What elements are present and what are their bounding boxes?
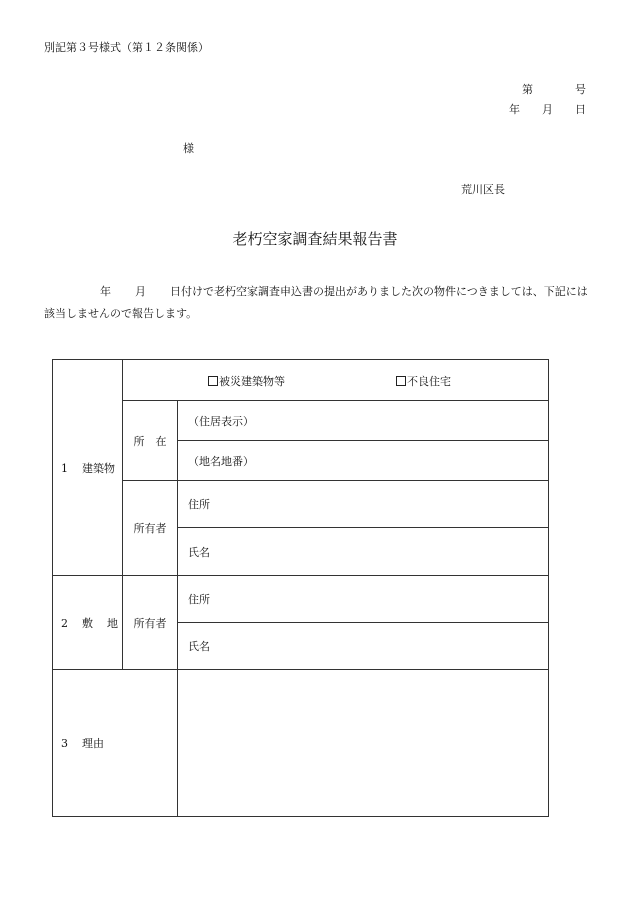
section3-label: 3 理由 bbox=[53, 670, 178, 817]
checkbox-row bbox=[123, 360, 549, 401]
sender-name: 荒川区長 bbox=[461, 183, 505, 196]
report-table bbox=[52, 359, 549, 817]
document-number-line bbox=[522, 84, 586, 95]
land-owner-label: 所有者 bbox=[123, 576, 178, 670]
date-year: 年 bbox=[509, 103, 520, 116]
location-label: 所 在 bbox=[123, 401, 178, 481]
number-suffix: 号 bbox=[575, 83, 586, 96]
field-lot-number[interactable]: （地名地番） bbox=[178, 441, 549, 481]
checkbox-option-substandard[interactable]: 不良住宅 bbox=[396, 373, 451, 389]
date-line bbox=[509, 104, 586, 115]
body-text: 日付けで老朽空家調査申込書の提出がありました次の物件につきましては、下記には該当しませんので報告します。 bbox=[44, 285, 588, 320]
land-owner-name[interactable]: 氏名 bbox=[178, 623, 549, 670]
document-title: 老朽空家調査結果報告書 bbox=[232, 230, 398, 248]
form-label: 別記第３号様式（第１２条関係） bbox=[44, 41, 209, 54]
number-prefix: 第 bbox=[522, 83, 533, 96]
body-paragraph bbox=[44, 281, 588, 325]
section2-label: 2 敷 地 bbox=[53, 576, 123, 670]
building-owner-name[interactable]: 氏名 bbox=[178, 528, 549, 576]
checkbox-icon[interactable] bbox=[396, 376, 406, 386]
date-month: 月 bbox=[542, 103, 553, 116]
date-day: 日 bbox=[575, 103, 586, 116]
land-owner-address[interactable]: 住所 bbox=[178, 576, 549, 623]
building-owner-address[interactable]: 住所 bbox=[178, 481, 549, 528]
checkbox-option-disaster[interactable]: 被災建築物等 bbox=[208, 373, 285, 389]
body-year: 年 bbox=[100, 285, 111, 298]
checkbox-icon[interactable] bbox=[208, 376, 218, 386]
field-residence-display[interactable]: （住居表示） bbox=[178, 401, 549, 441]
section1-label: 1 建築物 bbox=[53, 360, 123, 576]
body-month: 月 bbox=[135, 285, 146, 298]
addressee-suffix: 様 bbox=[183, 142, 194, 155]
reason-field[interactable] bbox=[178, 670, 549, 817]
building-owner-label: 所有者 bbox=[123, 481, 178, 576]
